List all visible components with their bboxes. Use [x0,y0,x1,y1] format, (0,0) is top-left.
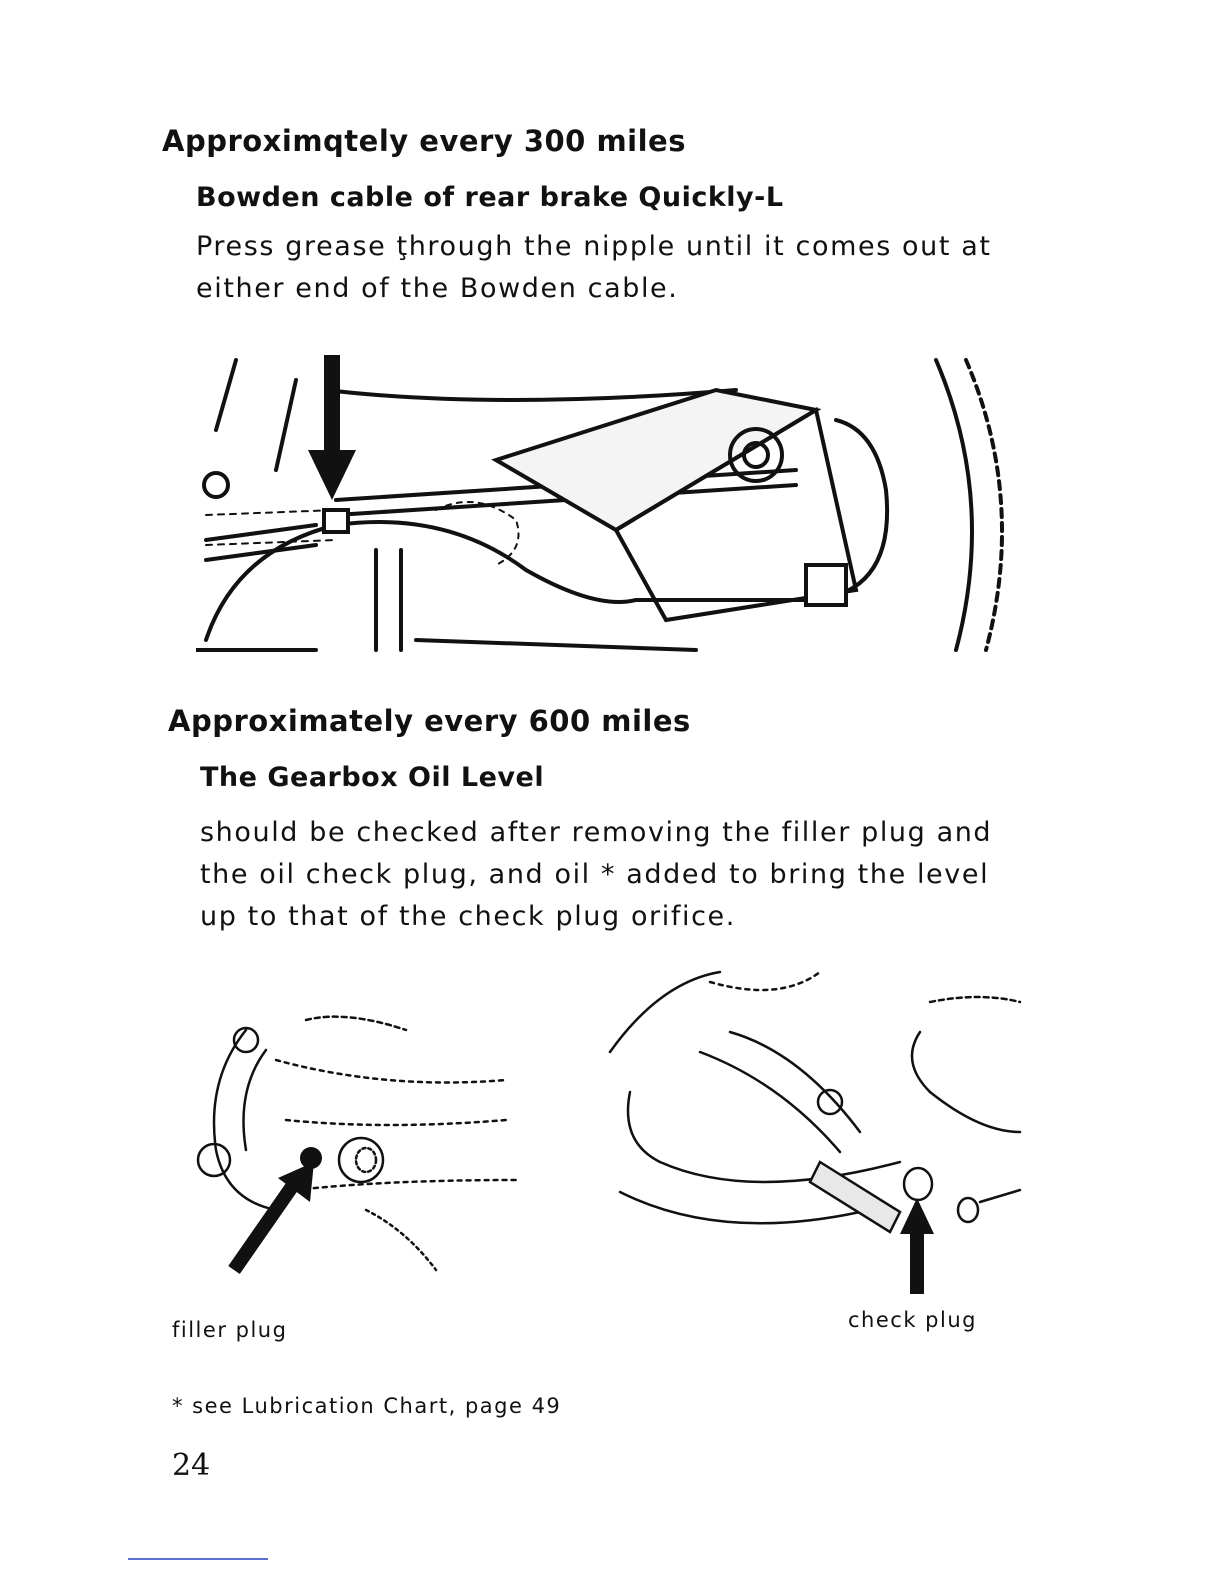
filler-plug-illustration [186,1000,526,1280]
check-plug-illustration [600,962,1030,1302]
section1-paragraph [196,226,1056,310]
filler-plug-caption: filler plug [172,1318,288,1342]
section1-line-2: either end of the Bowden cable. [196,273,679,304]
section2-line-1: should be checked after removing the filler plug and [200,817,993,848]
section1-subheading: Bowden cable of rear brake Quickly-L [196,182,784,213]
arrow-up-icon [900,1198,934,1294]
brake-cable-illustration [196,350,1012,662]
section2-line-2: the oil check plug, and oil * added to bring the level [200,859,990,890]
arrow-down-icon [308,355,356,500]
section1-line-1: Press grease ţhrough the nipple until it comes out at [196,231,992,262]
arrow-up-right-icon [234,1162,314,1270]
page-number: 24 [172,1448,211,1483]
section1-heading: Approximqtely every 300 miles [162,124,686,158]
footnote: * see Lubrication Chart, page 49 [172,1394,562,1418]
section2-subheading: The Gearbox Oil Level [200,762,545,793]
check-plug-caption: check plug [848,1308,977,1332]
section2-line-3: up to that of the check plug orifice. [200,901,736,932]
section2-heading: Approximately every 600 miles [168,704,691,738]
section2-paragraph [200,812,1060,938]
bottom-rule [128,1558,268,1560]
